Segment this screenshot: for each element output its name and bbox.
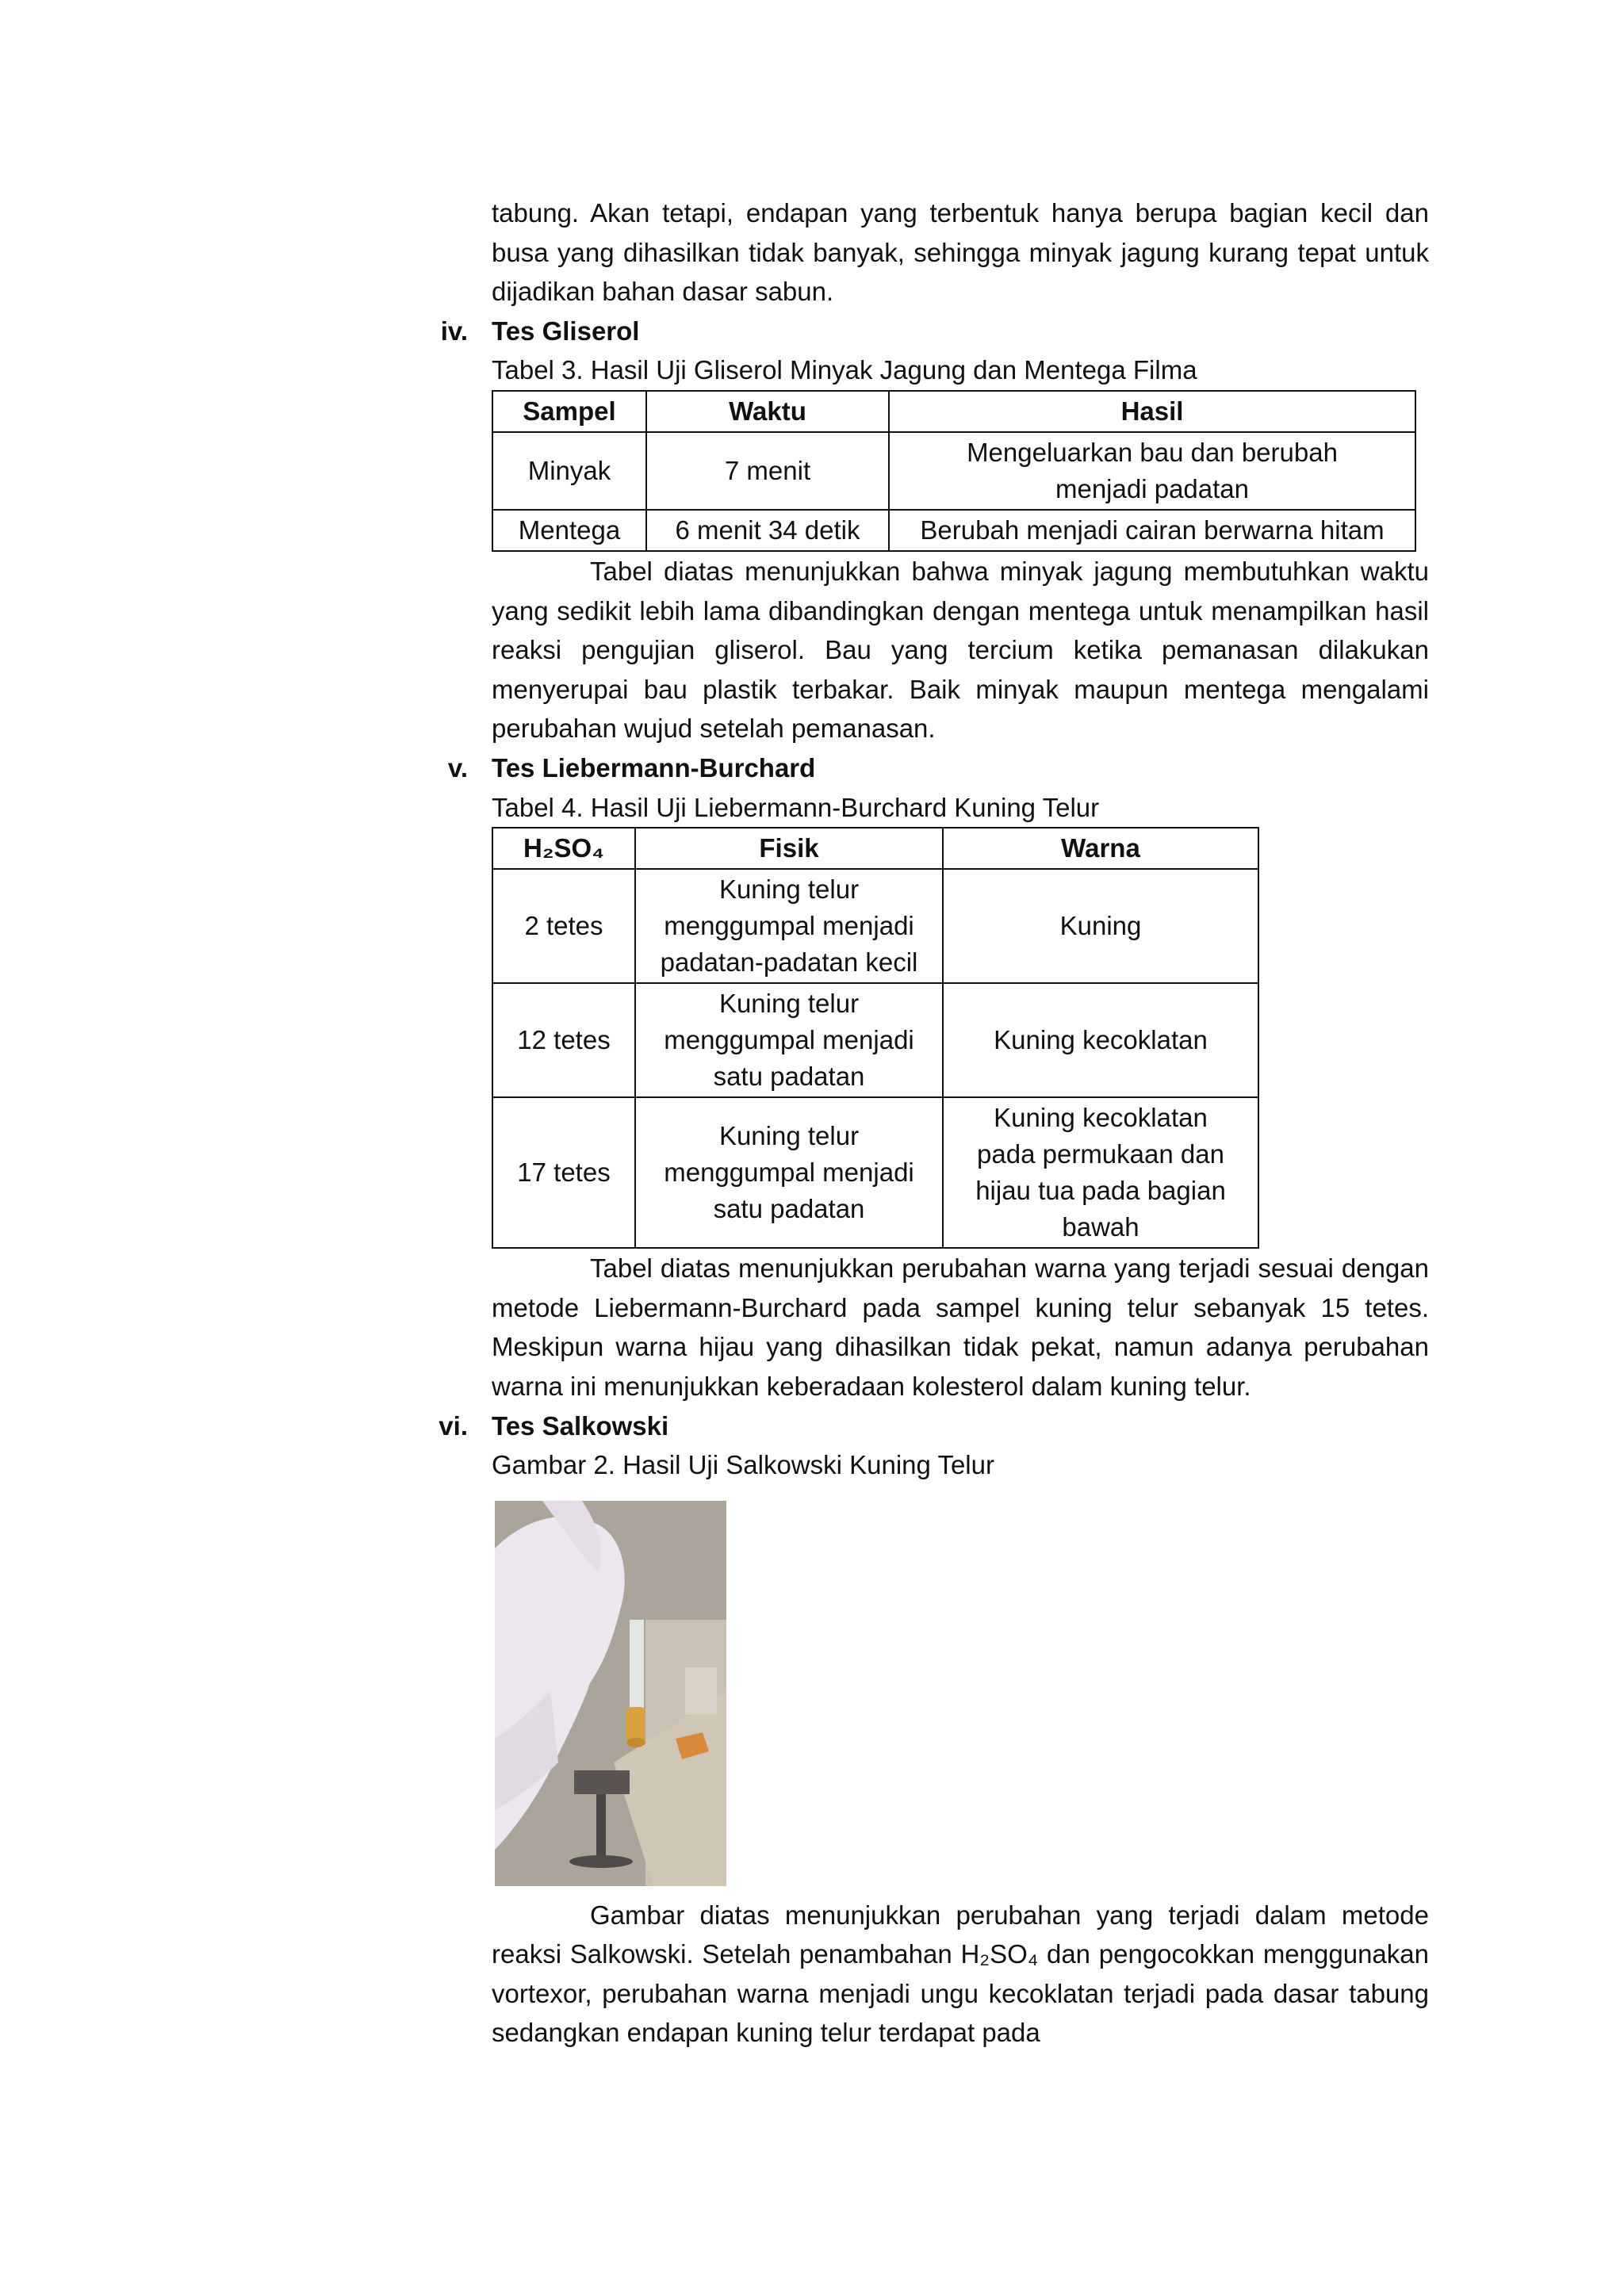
intro-paragraph: tabung. Akan tetapi, endapan yang terbentuk hanya berupa bagian kecil dan busa yang dihasilkan tidak banyak, sehingga minyak jagung kurang tepat untuk dijadikan bahan dasar sabun. bbox=[492, 198, 1429, 307]
table-row bbox=[492, 510, 1415, 551]
table-4 bbox=[492, 827, 1259, 1249]
section-iv-paragraph: Tabel diatas menunjukkan bahwa minyak jagung membutuhkan waktu yang sedikit lebih lama dibandingkan dengan mentega untuk menampilkan hasil reaksi pengujian gliserol. Bau yang tercium ketika pemanasan dilakukan menyerupai bau plastik terbakar. Baik minyak maupun mentega mengalami perubahan wujud setelah pemanasan. bbox=[492, 556, 1429, 744]
table-cell: 6 menit 34 detik bbox=[646, 510, 889, 551]
table-3 bbox=[492, 390, 1416, 552]
section-v-title: Tes Liebermann-Burchard bbox=[492, 752, 816, 783]
table-row bbox=[492, 1097, 1258, 1248]
table-cell: Kuning kecoklatan pada permukaan dan hijau tua pada bagian bawah bbox=[943, 1097, 1258, 1248]
section-iv-heading bbox=[440, 312, 1429, 351]
table-3-header-row bbox=[492, 391, 1415, 432]
table-row bbox=[492, 432, 1415, 510]
table-4-header-h2so4: H₂SO₄ bbox=[492, 828, 635, 869]
table-cell: Mengeluarkan bau dan berubah menjadi padatan bbox=[889, 432, 1415, 510]
table-cell: Kuning bbox=[943, 869, 1258, 983]
table-cell: 7 menit bbox=[646, 432, 889, 510]
table-cell: Kuning telur menggumpal menjadi satu padatan bbox=[635, 1097, 943, 1248]
section-vi-paragraph: Gambar diatas menunjukkan perubahan yang terjadi dalam metode reaksi Salkowski. Setelah penambahan H₂SO₄ dan pengocokkan menggunakan vortexor, perubahan warna menjadi ungu kecoklatan terjadi pada dasar tabung sedangkan endapan kuning telur terdapat pada bbox=[492, 1900, 1429, 2048]
table-4-header-warna: Warna bbox=[943, 828, 1258, 869]
table-cell: 17 tetes bbox=[492, 1097, 635, 1248]
section-vi-heading bbox=[439, 1406, 1429, 1446]
table-cell: Kuning kecoklatan bbox=[943, 983, 1258, 1097]
table-3-header-sampel: Sampel bbox=[492, 391, 646, 432]
table-4-caption: Tabel 4. Hasil Uji Liebermann-Burchard Kuning Telur bbox=[492, 792, 1100, 822]
table-cell: Kuning telur menggumpal menjadi satu padatan bbox=[635, 983, 943, 1097]
section-iv-title: Tes Gliserol bbox=[492, 316, 640, 346]
section-iv-number: iv. bbox=[440, 316, 468, 346]
table-cell: Berubah menjadi cairan berwarna hitam bbox=[889, 510, 1415, 551]
section-vi-number: vi. bbox=[439, 1410, 468, 1441]
section-vi-title: Tes Salkowski bbox=[492, 1410, 669, 1441]
table-cell: Minyak bbox=[492, 432, 646, 510]
table-cell: 12 tetes bbox=[492, 983, 635, 1097]
table-row bbox=[492, 869, 1258, 983]
section-v-paragraph: Tabel diatas menunjukkan perubahan warna yang terjadi sesuai dengan metode Liebermann-Burchard pada sampel kuning telur sebanyak 15 tetes. Meskipun warna hijau yang dihasilkan tidak pekat, namun adanya perubahan warna ini menunjukkan keberadaan kolesterol dalam kuning telur. bbox=[492, 1253, 1429, 1401]
table-row bbox=[492, 983, 1258, 1097]
table-3-caption: Tabel 3. Hasil Uji Gliserol Minyak Jagung dan Mentega Filma bbox=[492, 355, 1197, 385]
table-4-header-fisik: Fisik bbox=[635, 828, 943, 869]
table-3-header-hasil: Hasil bbox=[889, 391, 1415, 432]
document-body bbox=[439, 193, 1429, 2053]
table-cell: Mentega bbox=[492, 510, 646, 551]
table-cell: Kuning telur menggumpal menjadi padatan-padatan kecil bbox=[635, 869, 943, 983]
table-4-header-row bbox=[492, 828, 1258, 869]
figure-2-caption: Gambar 2. Hasil Uji Salkowski Kuning Telur bbox=[492, 1450, 994, 1480]
table-cell: 2 tetes bbox=[492, 869, 635, 983]
photo-illustration bbox=[495, 1501, 726, 1886]
section-v-heading bbox=[447, 748, 1429, 788]
table-3-header-waktu: Waktu bbox=[646, 391, 889, 432]
salkowski-test-tube-photo bbox=[495, 1501, 726, 1886]
section-v-number: v. bbox=[447, 752, 468, 783]
